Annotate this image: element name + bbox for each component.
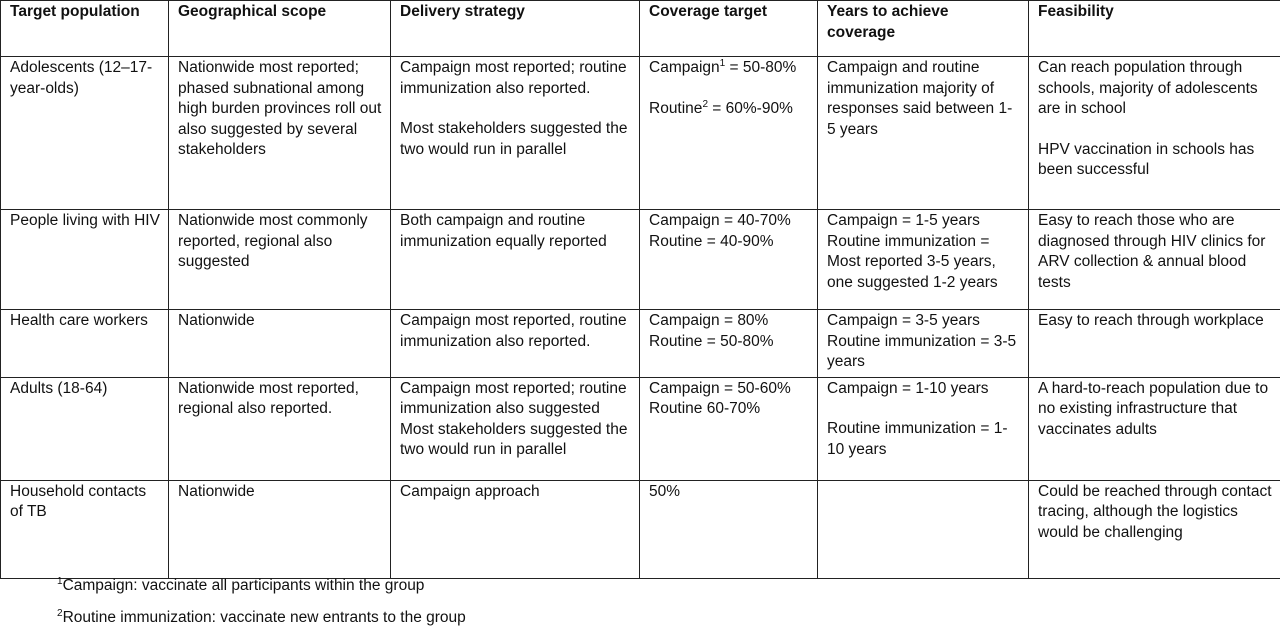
cell-feasibility: Could be reached through contact tracing, although the logistics would be challenging — [1029, 480, 1280, 578]
cell-coverage — [640, 377, 818, 480]
delivery-text: Most stakeholders suggested the two would run in parallel — [400, 420, 628, 458]
delivery-text: Campaign most reported; routine immunization also reported. — [400, 59, 627, 97]
table-row — [1, 480, 1280, 578]
cell-population: Health care workers — [1, 310, 169, 378]
cell-delivery: Campaign approach — [391, 480, 640, 578]
footnote-marker: 1 — [719, 58, 726, 69]
header-row — [1, 1, 1280, 57]
cell-population: Adolescents (12–17-year-olds) — [1, 57, 169, 210]
coverage-label: Routine — [649, 99, 703, 117]
footnote — [57, 576, 424, 596]
feasibility-text: Can reach population through schools, majority of adolescents are in school — [1038, 59, 1258, 117]
cell-scope: Nationwide — [169, 480, 391, 578]
cell-population: People living with HIV — [1, 210, 169, 310]
cell-delivery — [391, 57, 640, 210]
coverage-text: Campaign = 80% — [649, 312, 769, 329]
coverage-routine — [649, 99, 809, 120]
years-text: Routine immunization = 1-10 years — [827, 420, 1008, 458]
header-feasibility: Feasibility — [1029, 1, 1280, 57]
cell-delivery: Campaign most reported, routine immunization also reported. — [391, 310, 640, 378]
cell-years — [818, 377, 1029, 480]
cell-scope: Nationwide most commonly reported, regional also suggested — [169, 210, 391, 310]
years-text: Campaign = 3-5 years — [827, 312, 980, 329]
cell-feasibility: Easy to reach those who are diagnosed through HIV clinics for ARV collection & annual blood tests — [1029, 210, 1280, 310]
coverage-text: Routine 60-70% — [649, 400, 761, 417]
cell-years — [818, 480, 1029, 578]
feasibility-text: HPV vaccination in schools has been successful — [1038, 140, 1255, 178]
years-text: Routine immunization = Most reported 3-5 years, one suggested 1-2 years — [827, 232, 998, 291]
cell-years — [818, 210, 1029, 310]
cell-feasibility: A hard-to-reach population due to no existing infrastructure that vaccinates adults — [1029, 377, 1280, 480]
footnote-text: Campaign: vaccinate all participants within the group — [62, 577, 425, 594]
table-row — [1, 377, 1280, 480]
header-delivery-strategy: Delivery strategy — [391, 1, 640, 57]
cell-coverage — [640, 210, 818, 310]
footnote-text: Routine immunization: vaccinate new entrants to the group — [62, 609, 466, 626]
cell-population: Household contacts of TB — [1, 480, 169, 578]
cell-coverage — [640, 57, 818, 210]
delivery-text: Campaign most reported; routine immunization also suggested — [400, 379, 627, 417]
coverage-text: Campaign = 50-60% — [649, 379, 791, 397]
coverage-text: Routine = 50-80% — [649, 332, 774, 350]
footnote-marker: 2 — [57, 608, 63, 619]
coverage-value: = 60%-90% — [708, 99, 793, 117]
coverage-text: Campaign = 40-70% — [649, 212, 791, 229]
cell-years: Campaign and routine immunization majority of responses said between 1-5 years — [818, 57, 1029, 210]
cell-coverage — [640, 310, 818, 378]
coverage-label: Campaign — [649, 59, 720, 76]
coverage-text: Routine = 40-90% — [649, 232, 774, 250]
cell-feasibility — [1029, 57, 1280, 210]
delivery-text: Most stakeholders suggested the two would run in parallel — [400, 120, 628, 158]
coverage-campaign — [649, 58, 809, 79]
header-geographical-scope: Geographical scope — [169, 1, 391, 57]
footnote — [57, 608, 466, 628]
years-text: Routine immunization = 3-5 years — [827, 332, 1017, 370]
table-row — [1, 310, 1280, 378]
years-text: Campaign = 1-10 years — [827, 379, 989, 397]
cell-scope: Nationwide — [169, 310, 391, 378]
cell-population: Adults (18-64) — [1, 377, 169, 480]
cell-coverage: 50% — [640, 480, 818, 578]
table-row — [1, 210, 1280, 310]
table-row — [1, 57, 1280, 210]
footnote-marker: 2 — [702, 98, 708, 110]
cell-delivery: Both campaign and routine immunization equally reported — [391, 210, 640, 310]
cell-scope: Nationwide most reported, regional also reported. — [169, 377, 391, 480]
cell-feasibility: Easy to reach through workplace — [1029, 310, 1280, 378]
coverage-value: = 50-80% — [725, 59, 797, 76]
header-target-population: Target population — [1, 1, 169, 57]
years-text: Campaign = 1-5 years — [827, 212, 980, 229]
cell-scope: Nationwide most reported; phased subnational among high burden provinces roll out also suggested by several stakeholders — [169, 57, 391, 210]
cell-delivery — [391, 377, 640, 480]
header-years-to-coverage: Years to achieve coverage — [818, 1, 1029, 57]
header-coverage-target: Coverage target — [640, 1, 818, 57]
cell-years — [818, 310, 1029, 378]
footnote-marker: 1 — [57, 576, 63, 587]
